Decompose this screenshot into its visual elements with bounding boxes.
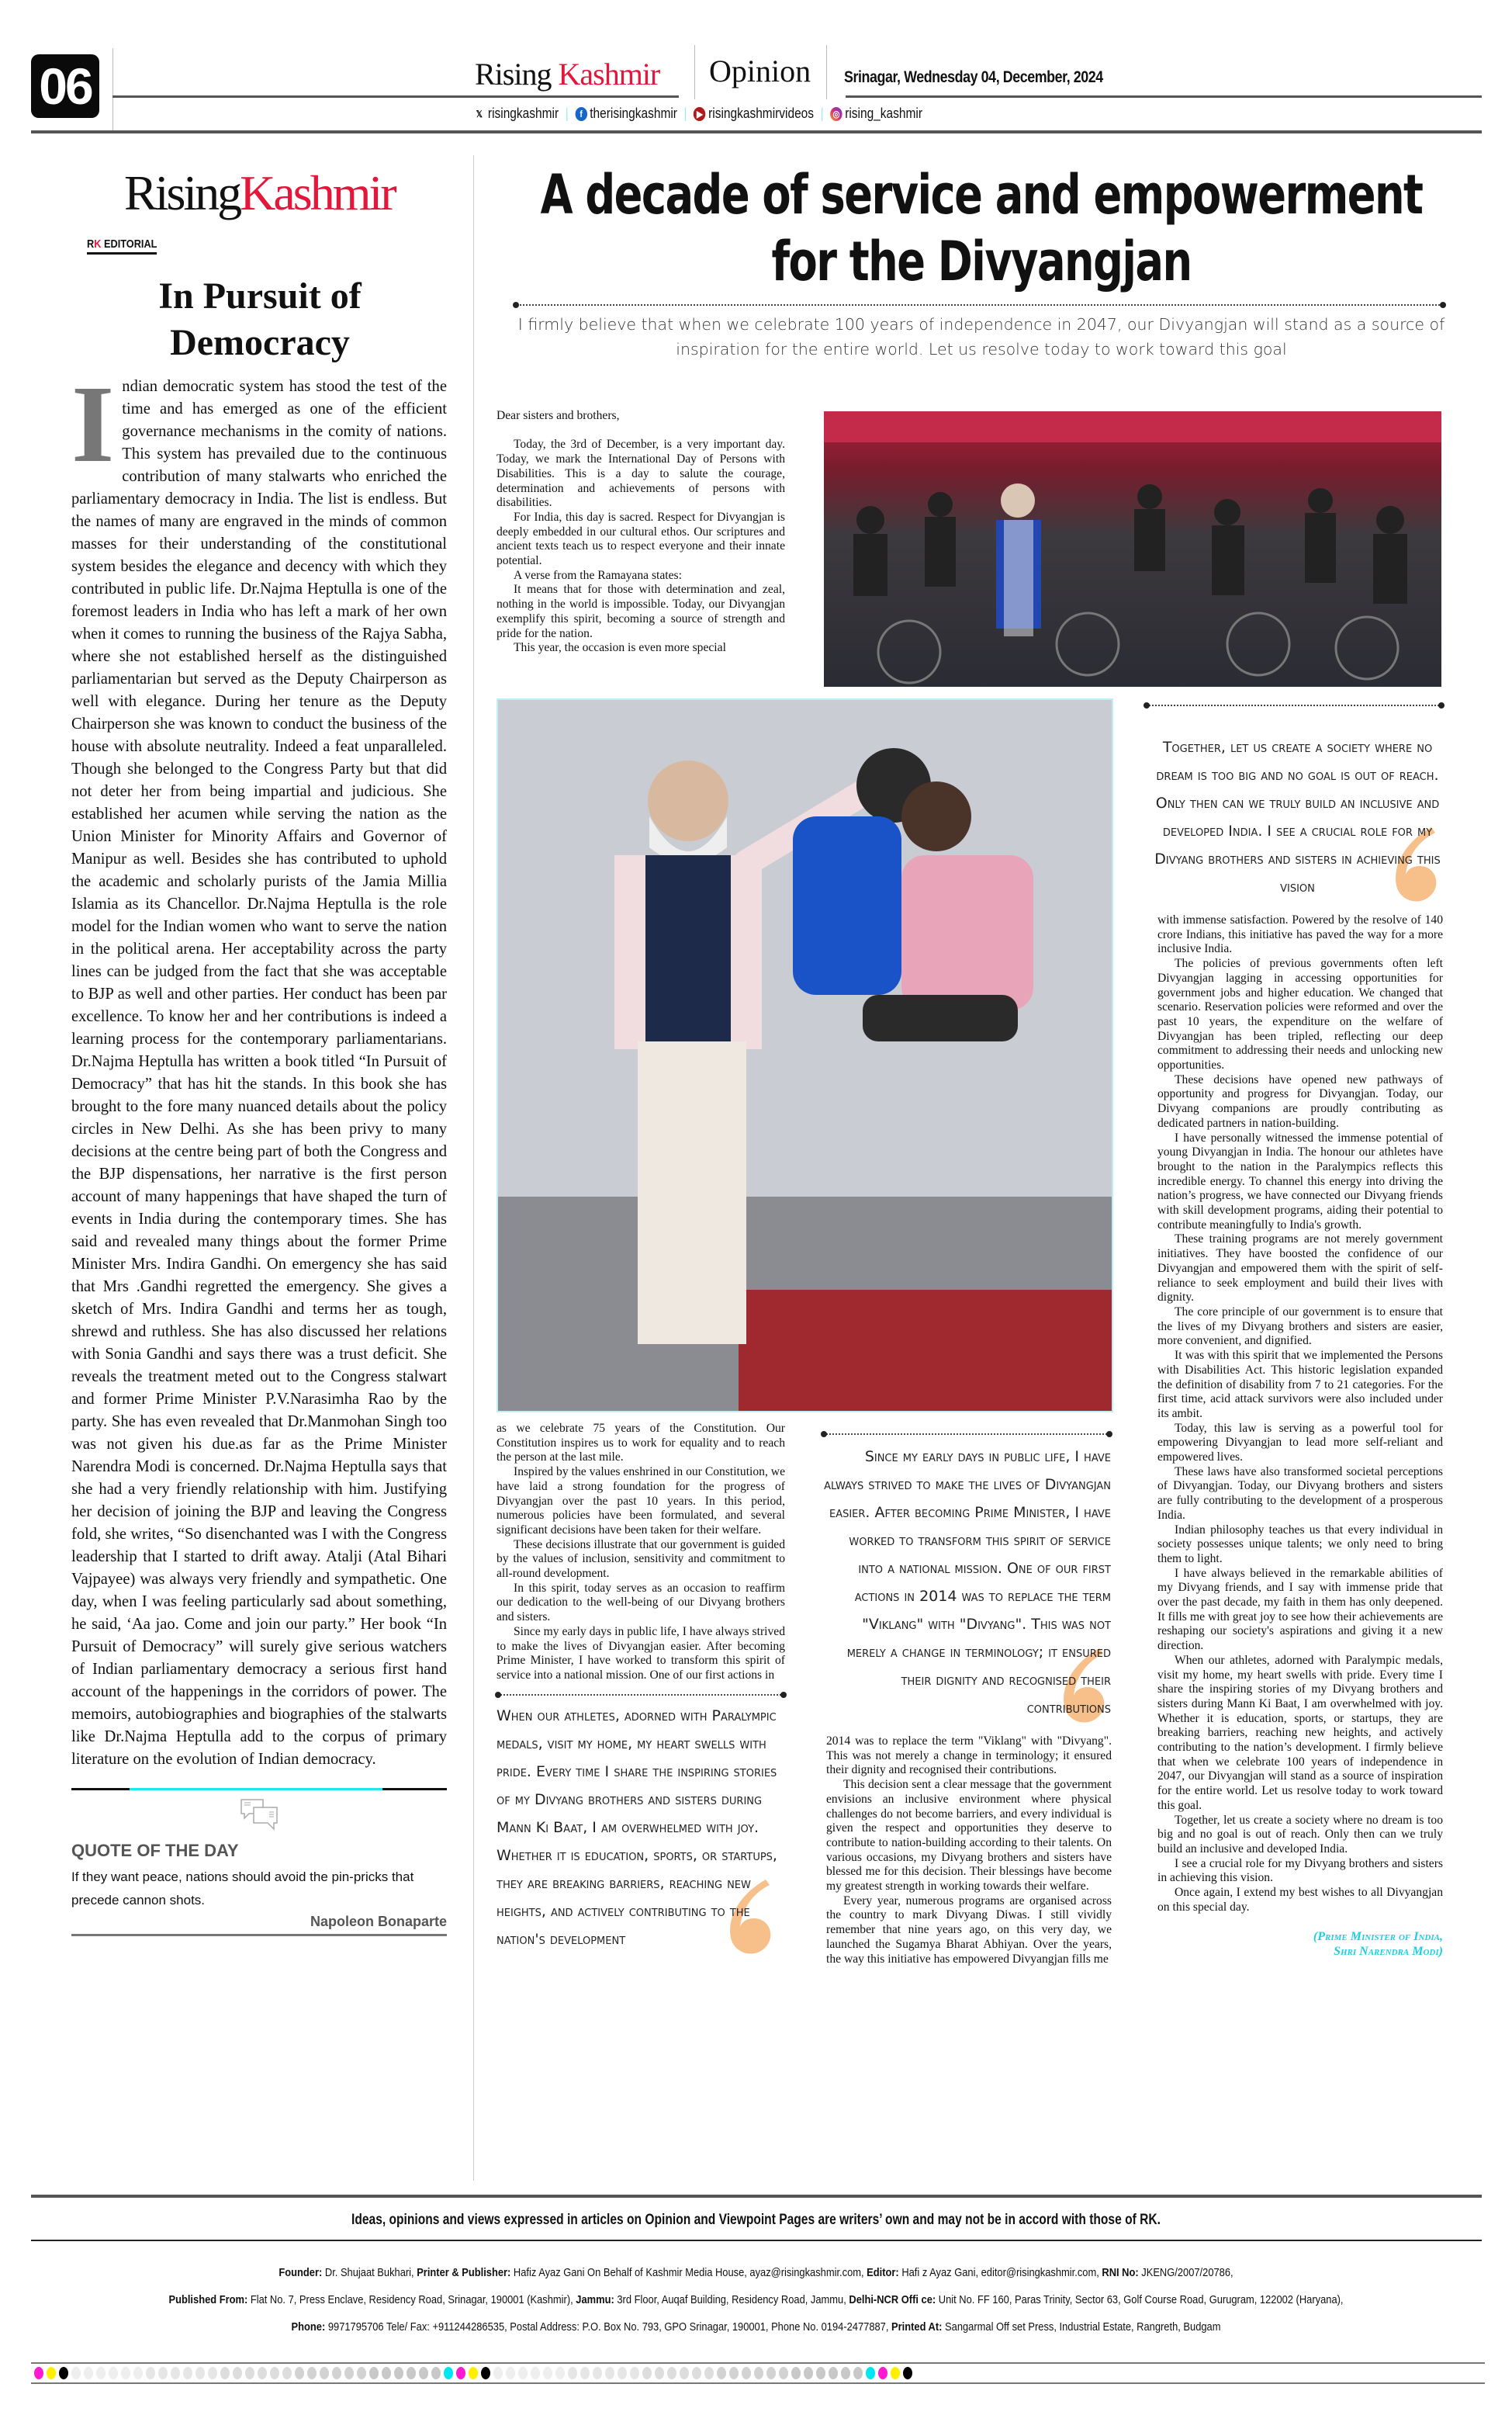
color-swatch: [382, 2367, 391, 2379]
color-swatch: [34, 2367, 43, 2379]
color-swatch: [121, 2367, 130, 2379]
color-swatch: [469, 2367, 478, 2379]
color-swatch: [630, 2367, 639, 2379]
quote-author: Napoleon Bonaparte: [310, 1914, 447, 1929]
imprint-line-3: [106, 2320, 1406, 2334]
value: Hafi z Ayaz Gani, editor@risingkashmir.com,: [901, 2266, 1099, 2279]
paragraph: I have personally witnessed the immense potential of young Divyangjan in India. The honour our athletes have brought to the nation in the Paralympics reflects this incredible energy. To channel this energy into driving the nation’s progress, we have connected our Divyang friends with skill development programs, aiding their potential to contribute meaningfully to India's growth.: [1157, 1131, 1443, 1232]
rule: [846, 95, 1482, 98]
color-swatch: [394, 2367, 403, 2379]
social-x[interactable]: [473, 106, 559, 122]
dotted-rule: [516, 304, 1443, 306]
instagram-icon: ◎: [830, 107, 842, 121]
social-youtube[interactable]: [694, 106, 814, 122]
paragraph: Every year, numerous programs are organised across the country to mark Divyang Diwas. I still vividly remember that nine years ago, on this very day, we launched the Sugamya Bharat Abhiyan. Over the years, the way this initiative has empowered Divyangjan fills me: [826, 1894, 1112, 1966]
divider: [826, 45, 827, 99]
article-column-1-top: [497, 409, 785, 656]
color-swatch: [444, 2367, 453, 2379]
editorial-label: [87, 237, 157, 255]
footer-rule: [31, 2240, 1482, 2241]
color-swatch: [555, 2367, 565, 2379]
color-swatch: [791, 2367, 801, 2379]
paragraph: It means that for those with determination and zeal, nothing in the world is impossible. Today, our Divyangjan exemplify this spirit, becoming a source of strength and pride for the nation.: [497, 583, 785, 640]
paragraph: It was with this spirit that we implemented the Persons with Disabilities Act. This historic legislation expanded the definition of disability from 7 to 21 categories. For the first time, acid attack survivors were also included under its ambit.: [1157, 1349, 1443, 1420]
color-swatch: [133, 2367, 143, 2379]
divider: [112, 48, 113, 133]
color-swatch: [531, 2367, 540, 2379]
x-icon: 𝕏: [473, 107, 485, 121]
color-swatch: [543, 2367, 552, 2379]
pull-quote-left: When our athletes, adorned with Paralympic medals, visit my home, my heart swells with pride. Every time I share the inspiring stories of my Divyang brothers and sisters during Mann Ki Baat, I am overwhelmed with joy. Whether it is education, sports, or startups, they are breaking barriers, reaching new heights, and actively contributing to the nation's development: [497, 1707, 777, 1948]
signature-line: Shri Narendra Modi): [1334, 1944, 1443, 1958]
footer-rule: [31, 2195, 1482, 2198]
color-swatch: [605, 2367, 614, 2379]
logo-rising: Rising: [124, 165, 240, 220]
editorial-body: [71, 362, 447, 1771]
color-swatch: [84, 2367, 93, 2379]
quote-title: QUOTE OF THE DAY: [71, 1841, 239, 1860]
separator: |: [683, 106, 687, 121]
color-swatch: [332, 2367, 341, 2379]
paragraph: A verse from the Ramayana states:: [514, 568, 682, 582]
color-swatch: [270, 2367, 279, 2379]
article-column-3: [1157, 913, 1443, 1959]
paragraph: Indian philosophy teaches us that every individual in society possesses unique talents; we only need to bring them to light.: [1157, 1523, 1443, 1565]
handle: rising_kashmir: [845, 106, 922, 121]
label: Founder:: [279, 2266, 323, 2279]
paragraph: These decisions illustrate that our government is guided by the values of inclusion, sensitivity and commitment to all-round development.: [497, 1537, 785, 1581]
color-swatch: [667, 2367, 676, 2379]
value: Dr. Shujaat Bukhari,: [324, 2266, 414, 2279]
color-swatch: [59, 2367, 68, 2379]
label: Editor:: [867, 2266, 899, 2279]
pull-quote-middle: Since my early days in public life, I have always strived to make the lives of Divyangjan easier. After becoming Prime Minister, I have worked to transform this spirit of service into a national mission. One of our first actions in 2014 was to replace the term "Viklang" with "Divyang". This was not merely a change in terminology; it ensured their dignity and recognised their contributions: [824, 1448, 1111, 1717]
imprint-line-1: [106, 2266, 1406, 2279]
color-swatch: [431, 2367, 441, 2379]
dotted-rule: [1147, 705, 1441, 706]
color-swatch: [96, 2367, 106, 2379]
label: RNI No:: [1102, 2266, 1139, 2279]
social-instagram[interactable]: [830, 106, 922, 122]
editorial-title: In Pursuit of Democracy: [158, 275, 362, 363]
color-swatch: [282, 2367, 292, 2379]
dotted-rule: [498, 1694, 784, 1696]
value: Hafiz Ayaz Gani On Behalf of Kashmir Media House, ayaz@risingkashmir.com,: [513, 2266, 864, 2279]
label: Published From:: [168, 2293, 248, 2306]
color-swatch: [71, 2367, 81, 2379]
handle: risingkashmirvideos: [708, 106, 815, 121]
value: 9971795706 Tele/ Fax: +911244286535, Postal Address: P.O. Box No. 793, GPO Srinagar, 190001, Phone No. 0194-2477887,: [327, 2320, 889, 2334]
color-swatch: [220, 2367, 230, 2379]
paragraph: Since my early days in public life, I have always strived to make the lives of Divyangjan easier. After becoming Prime Minister, I have worked to transform this spirit of service into a national mission. One of our first actions in: [497, 1624, 785, 1682]
color-swatch: [878, 2367, 887, 2379]
quote-text: If they want peace, nations should avoid the pin-pricks that precede cannon shots.: [71, 1869, 414, 1908]
handle: risingkashmir: [487, 106, 559, 121]
quote-bottom-rule: [71, 1931, 447, 1936]
dateline: Srinagar, Wednesday 04, December, 2024: [844, 68, 1103, 86]
paragraph: Today, the 3rd of December, is a very important day. Today, we mark the International Day of Persons with Disabilities. This is a day to salute the courage, determination and achievements of persons with disabilities.: [497, 438, 785, 510]
color-swatch: [171, 2367, 180, 2379]
label: Delhi-NCR Offi ce:: [849, 2293, 936, 2306]
color-swatch: [233, 2367, 242, 2379]
paragraph: The policies of previous governments often left Divyangjan lagging in accessing opportunities for government jobs and higher education. We changed that scenario. Reservation policies were reformed and over the past 10 years, the expenditure on the welfare of Divyangjan has been tripled, reflecting our deep commitment to addressing their needs and unlocking new opportunities.: [1157, 957, 1443, 1072]
social-handles: [473, 106, 922, 122]
article-column-2-wrap: [822, 1433, 1111, 1966]
drop-cap: I: [71, 362, 115, 485]
label: Printer & Publisher:: [417, 2266, 511, 2279]
color-swatch: [307, 2367, 317, 2379]
value: Unit No. FF 160, Paras Trinity, Sector 63, Golf Course Road, Gurugram, 122002 (Haryana),: [938, 2293, 1344, 2306]
article-headline: A decade of service and empowerment for the Divyangjan: [540, 163, 1423, 293]
social-facebook[interactable]: [575, 106, 677, 122]
color-swatch: [903, 2367, 912, 2379]
paragraph: 2014 was to replace the term "Viklang" with "Divyang". This was not merely a change in terminology; it ensured their dignity and recognised their contributions.: [826, 1734, 1112, 1777]
color-swatch: [642, 2367, 652, 2379]
color-swatch: [258, 2367, 267, 2379]
paragraph: In this spirit, today serves as an occasion to reaffirm our dedication to the well-being of our Divyang brothers and sisters.: [497, 1581, 785, 1624]
quote-rule: [71, 1788, 447, 1790]
color-swatch: [109, 2367, 118, 2379]
handle: therisingkashmir: [590, 106, 677, 121]
paragraph: These laws have also transformed societal perceptions of Divyangjan. Today, our Divyang brothers and sisters are fully contributing to the development of a prosperous India.: [1157, 1464, 1443, 1522]
color-swatch: [655, 2367, 664, 2379]
article-column-1-bottom: [497, 1422, 785, 1683]
masthead-logo: [475, 56, 659, 92]
speech-bubbles-icon: [71, 1798, 447, 1836]
quote-of-the-day: [71, 1788, 447, 1936]
facebook-icon: f: [575, 107, 586, 121]
editorial-column: [71, 362, 447, 1936]
color-swatch: [754, 2367, 763, 2379]
color-swatch: [593, 2367, 602, 2379]
color-swatch: [866, 2367, 875, 2379]
column-divider: [473, 155, 474, 2181]
divider: [694, 45, 695, 99]
paragraph: as we celebrate 75 years of the Constitution. Our Constitution inspires us to work for equality and to reach the person at the last mile.: [497, 1422, 785, 1464]
color-swatch: [717, 2367, 726, 2379]
label: Jammu:: [576, 2293, 614, 2306]
color-swatch: [580, 2367, 590, 2379]
color-swatch: [357, 2367, 366, 2379]
color-swatch: [618, 2367, 627, 2379]
color-swatch: [853, 2367, 863, 2379]
value: Sangarmal Off set Press, Industrial Estate, Rangreth, Budgam: [945, 2320, 1221, 2334]
article-column-2: [826, 1734, 1112, 1966]
signature-line: (Prime Minister of India,: [1313, 1929, 1443, 1943]
article-column-1-bottom-wrap: [497, 1422, 785, 1953]
section-title: Opinion: [709, 54, 811, 88]
page-number: 06: [31, 54, 99, 118]
paragraph: This decision sent a clear message that the government envisions an inclusive environment where physical challenges do not become barriers, and every individual is given the respect and opportunities they deserve to contribute to nation-building according to their talents. On various occasions, my Divyang brothers and sisters have blessed me for this decision. Their blessings have become my greatest strength in working towards their welfare.: [826, 1778, 1112, 1894]
editorial-text: ndian democratic system has stood the test of the time and has emerged as one of the efficient governance mechanisms in the comity of nations. This system has prevailed due to the continuous contribution of many stalwarts who enriched the parliamentary democracy in India. The list is endless. But the names of many are engraved in the minds of common masses for their understanding of the constitutional system besides the elegance and decency with which they contributed in public life. Dr.Najma Heptulla is one of the foremost leaders in India who has left a mark of her own when it comes to running the business of the Rajya Sabha, where she not established herself as the distinguished parliamentarian but served as the Deputy Chairperson as well with elegance. During her tenure as the Deputy Chairperson she was known to conduct the business of the house with absolute neutrality. Indeed a feat unparalleled. Though she belonged to the Congress Party but that did not deter her from being impartial and judicious. She established her acumen while serving the nation as the Union Minister for Minority Affairs and Governor of Manipur as well. Besides she has contributed to uphold the academic and scholarly purists of the Jamia Millia Islamia as its Chancellor. Dr.Najma Heptulla is the role model for the Indian women who want to serve the nation in the political arena. Her acceptability across the party lines can be judged from the fact that she was acceptable to BJP as well and other parties. Her conduct has been par excellence. To know her and her contributions is indeed a learning process for the contemporary parliamentarians. Dr.Najma Heptulla has written a book titled “In Pursuit of Democracy” that has hit the stands. In this book she has brought to the fore many nuanced details about the policy circles in New Delhi. As she has been privy to many decisions at the centre being part of both the Congress and the BJP dispensations, her narrative is the first person account of many happenings that have shaped the turn of events in India during the contemporary times. She has said and revealed many things about the former Prime Minister Mrs. Indira Gandhi. On emergency she has said that Mrs .Gandhi regretted the emergency. She gives a sketch of Mrs. Indira Gandhi and terms her as tough, shrewd and ruthless. She has also discussed her relations with Sonia Gandhi and says there was a trust deficit. She reveals the treatment meted out to the Congress stalwart and former Prime Minister P.V.Narasimha Rao by the party. She has even revealed that Dr.Manmohan Singh too was not given his due.as far as the Prime Minister Narendra Modi is concerned. Dr.Najma Heptulla says that she had a very friendly relationship with him. Justifying her decision of joining the BJP and leaving the Congress fold, she writes, “So disenchanted was I with the Congress leadership that I started to drift away. Atalji (Atal Bihari Vajpayee) was always very friendly and sympathetic. One day, when I was feeling particularly sad about something, he said, ‘Aa jao. Come and join our party.” Her book “In Pursuit of Democracy” will surely give serious watchers of Indian parliamentary democracy a serious first hand account of the happenings in the corridors of power. The memoirs, autobiographies and biographies of the stalwarts like Dr.Najma Heptulla add to the corpus of primary literature on the evolution of Indian democracy.: [71, 378, 447, 1768]
paragraph: These decisions have opened new pathways of opportunity and progress for Divyangjan. Today, our Divyang companions are proudly contributing as dedicated partners in nation-building.: [1157, 1072, 1443, 1130]
editorial-logo: [124, 165, 395, 222]
disclaimer: Ideas, opinions and views expressed in articles on Opinion and Viewpoint Pages are writers’ own and may not be in accord with those of RK.: [351, 2212, 1161, 2228]
paragraph: Together, let us create a society where no dream is too big and no goal is out of reach. Only then can we truly build an inclusive and developed India.: [1157, 1813, 1443, 1856]
value: Flat No. 7, Press Enclave, Residency Road, Srinagar, 190001 (Kashmir),: [250, 2293, 573, 2306]
color-swatch: [47, 2367, 56, 2379]
color-swatch: [493, 2367, 503, 2379]
paragraph: For India, this day is sacred. Respect for Divyangjan is deeply embedded in our cultural ethos. Our scriptures and ancient texts teach us to respect everyone and their innate potential.: [497, 510, 785, 568]
label: Printed At:: [891, 2320, 943, 2334]
color-swatch: [208, 2367, 217, 2379]
article-subtitle: I firmly believe that when we celebrate 100 years of independence in 2047, our Divyangjan will stand as a source of inspiration for the entire world. Let us resolve today to work toward this goal: [517, 315, 1445, 359]
color-swatch: [742, 2367, 751, 2379]
value: JKENG/2007/20786,: [1141, 2266, 1233, 2279]
paragraph: Today, this law is serving as a powerful tool for empowering Divyangjan to lead more self-reliant and empowered lives.: [1157, 1421, 1443, 1464]
color-swatch: [680, 2367, 689, 2379]
color-swatch: [419, 2367, 428, 2379]
paragraph: Inspired by the values enshrined in our Constitution, we have laid a strong foundation for the progress of Divyangjan over the past 10 years. In this period, numerous policies have been formulated, and several significant decisions have been taken for their welfare.: [497, 1465, 785, 1537]
print-color-bar: [31, 2362, 1485, 2384]
color-swatch: [183, 2367, 192, 2379]
color-swatch: [344, 2367, 354, 2379]
rule: [112, 95, 679, 98]
youtube-icon: ▶: [694, 107, 705, 121]
color-swatch: [481, 2367, 490, 2379]
color-swatch: [456, 2367, 465, 2379]
color-swatch: [841, 2367, 850, 2379]
color-swatch: [891, 2367, 900, 2379]
color-swatch: [766, 2367, 776, 2379]
separator: |: [820, 106, 824, 121]
paragraph: I have always believed in the remarkable abilities of my Divyang friends, and I say with immense pride that over the past decade, my faith in them has only deepened. It fills me with great joy to see how their achievements are reshaping our society's aspirations and giving it a new direction.: [1157, 1566, 1443, 1653]
color-swatch: [245, 2367, 254, 2379]
rk-r: R: [87, 237, 95, 251]
paragraph: with immense satisfaction. Powered by the resolve of 140 crore Indians, this initiative has paved the way for a more inclusive India.: [1157, 913, 1443, 956]
color-swatch: [320, 2367, 329, 2379]
color-swatch: [518, 2367, 528, 2379]
value: 3rd Floor, Auqaf Building, Residency Road, Jammu,: [617, 2293, 846, 2306]
photo-pm-blessing-child: [497, 698, 1113, 1412]
color-swatch: [369, 2367, 379, 2379]
label: Phone:: [291, 2320, 326, 2334]
color-swatch: [779, 2367, 788, 2379]
logo-kashmir: Kashmir: [240, 165, 395, 220]
paragraph: These training programs are not merely government initiatives. They have boosted the confidence of our Divyangjan and empowered them with the spirit of self-reliance to seek employment and build their lives with dignity.: [1157, 1232, 1443, 1305]
color-swatch: [146, 2367, 155, 2379]
masthead-rising: Rising: [475, 57, 552, 92]
masthead-kashmir: Kashmir: [558, 57, 660, 92]
dotted-rule: [824, 1433, 1109, 1435]
color-swatch: [692, 2367, 701, 2379]
separator: |: [565, 106, 569, 121]
salutation: Dear sisters and brothers,: [497, 409, 620, 422]
paragraph: This year, the occasion is even more special: [514, 641, 726, 655]
color-swatch: [704, 2367, 714, 2379]
color-swatch: [829, 2367, 838, 2379]
header-rule: [31, 130, 1482, 133]
color-swatch: [804, 2367, 813, 2379]
rk-k: K: [94, 237, 102, 251]
color-swatch: [729, 2367, 739, 2379]
photo-pm-with-divyangjan-crowd: [824, 411, 1441, 687]
paragraph: When our athletes, adorned with Paralympic medals, visit my home, my heart swells with pride. Every time I share the inspiring stories of my Divyang brothers and sisters during Mann Ki Baat, I am overwhelmed with joy. Whether it is education, sports, or startups, they are breaking barriers, reaching new heights, and actively contributing to the nation’s development. I firmly believe that when we celebrate 100 years of independence in 2047, our Divyangjan will stand as a source of inspiration for the entire world. Let us resolve today to work toward this goal.: [1157, 1653, 1443, 1812]
paragraph: The core principle of our government is to ensure that the lives of my Divyang brothers and sisters are easier, more convenient, and dignified.: [1157, 1305, 1443, 1348]
color-swatch: [295, 2367, 304, 2379]
color-swatch: [158, 2367, 168, 2379]
color-swatch: [407, 2367, 416, 2379]
paragraph: I see a crucial role for my Divyang brothers and sisters in achieving this vision.: [1157, 1856, 1443, 1885]
color-swatch: [506, 2367, 515, 2379]
article-column-3-wrap: [1152, 733, 1443, 1959]
label-text: EDITORIAL: [103, 237, 157, 251]
imprint-line-2: [106, 2293, 1406, 2306]
color-swatch: [568, 2367, 577, 2379]
paragraph: Once again, I extend my best wishes to all Divyangjan on this special day.: [1157, 1886, 1443, 1914]
color-swatch: [195, 2367, 205, 2379]
pull-quote-right: Together, let us create a society where no dream is too big and no goal is out of reach. Only then can we truly build an inclusive and developed India. I see a crucial role for my Divyang brothers and sisters in achieving this vision: [1154, 739, 1441, 896]
author-signature: [1157, 1929, 1443, 1959]
color-swatch: [816, 2367, 825, 2379]
